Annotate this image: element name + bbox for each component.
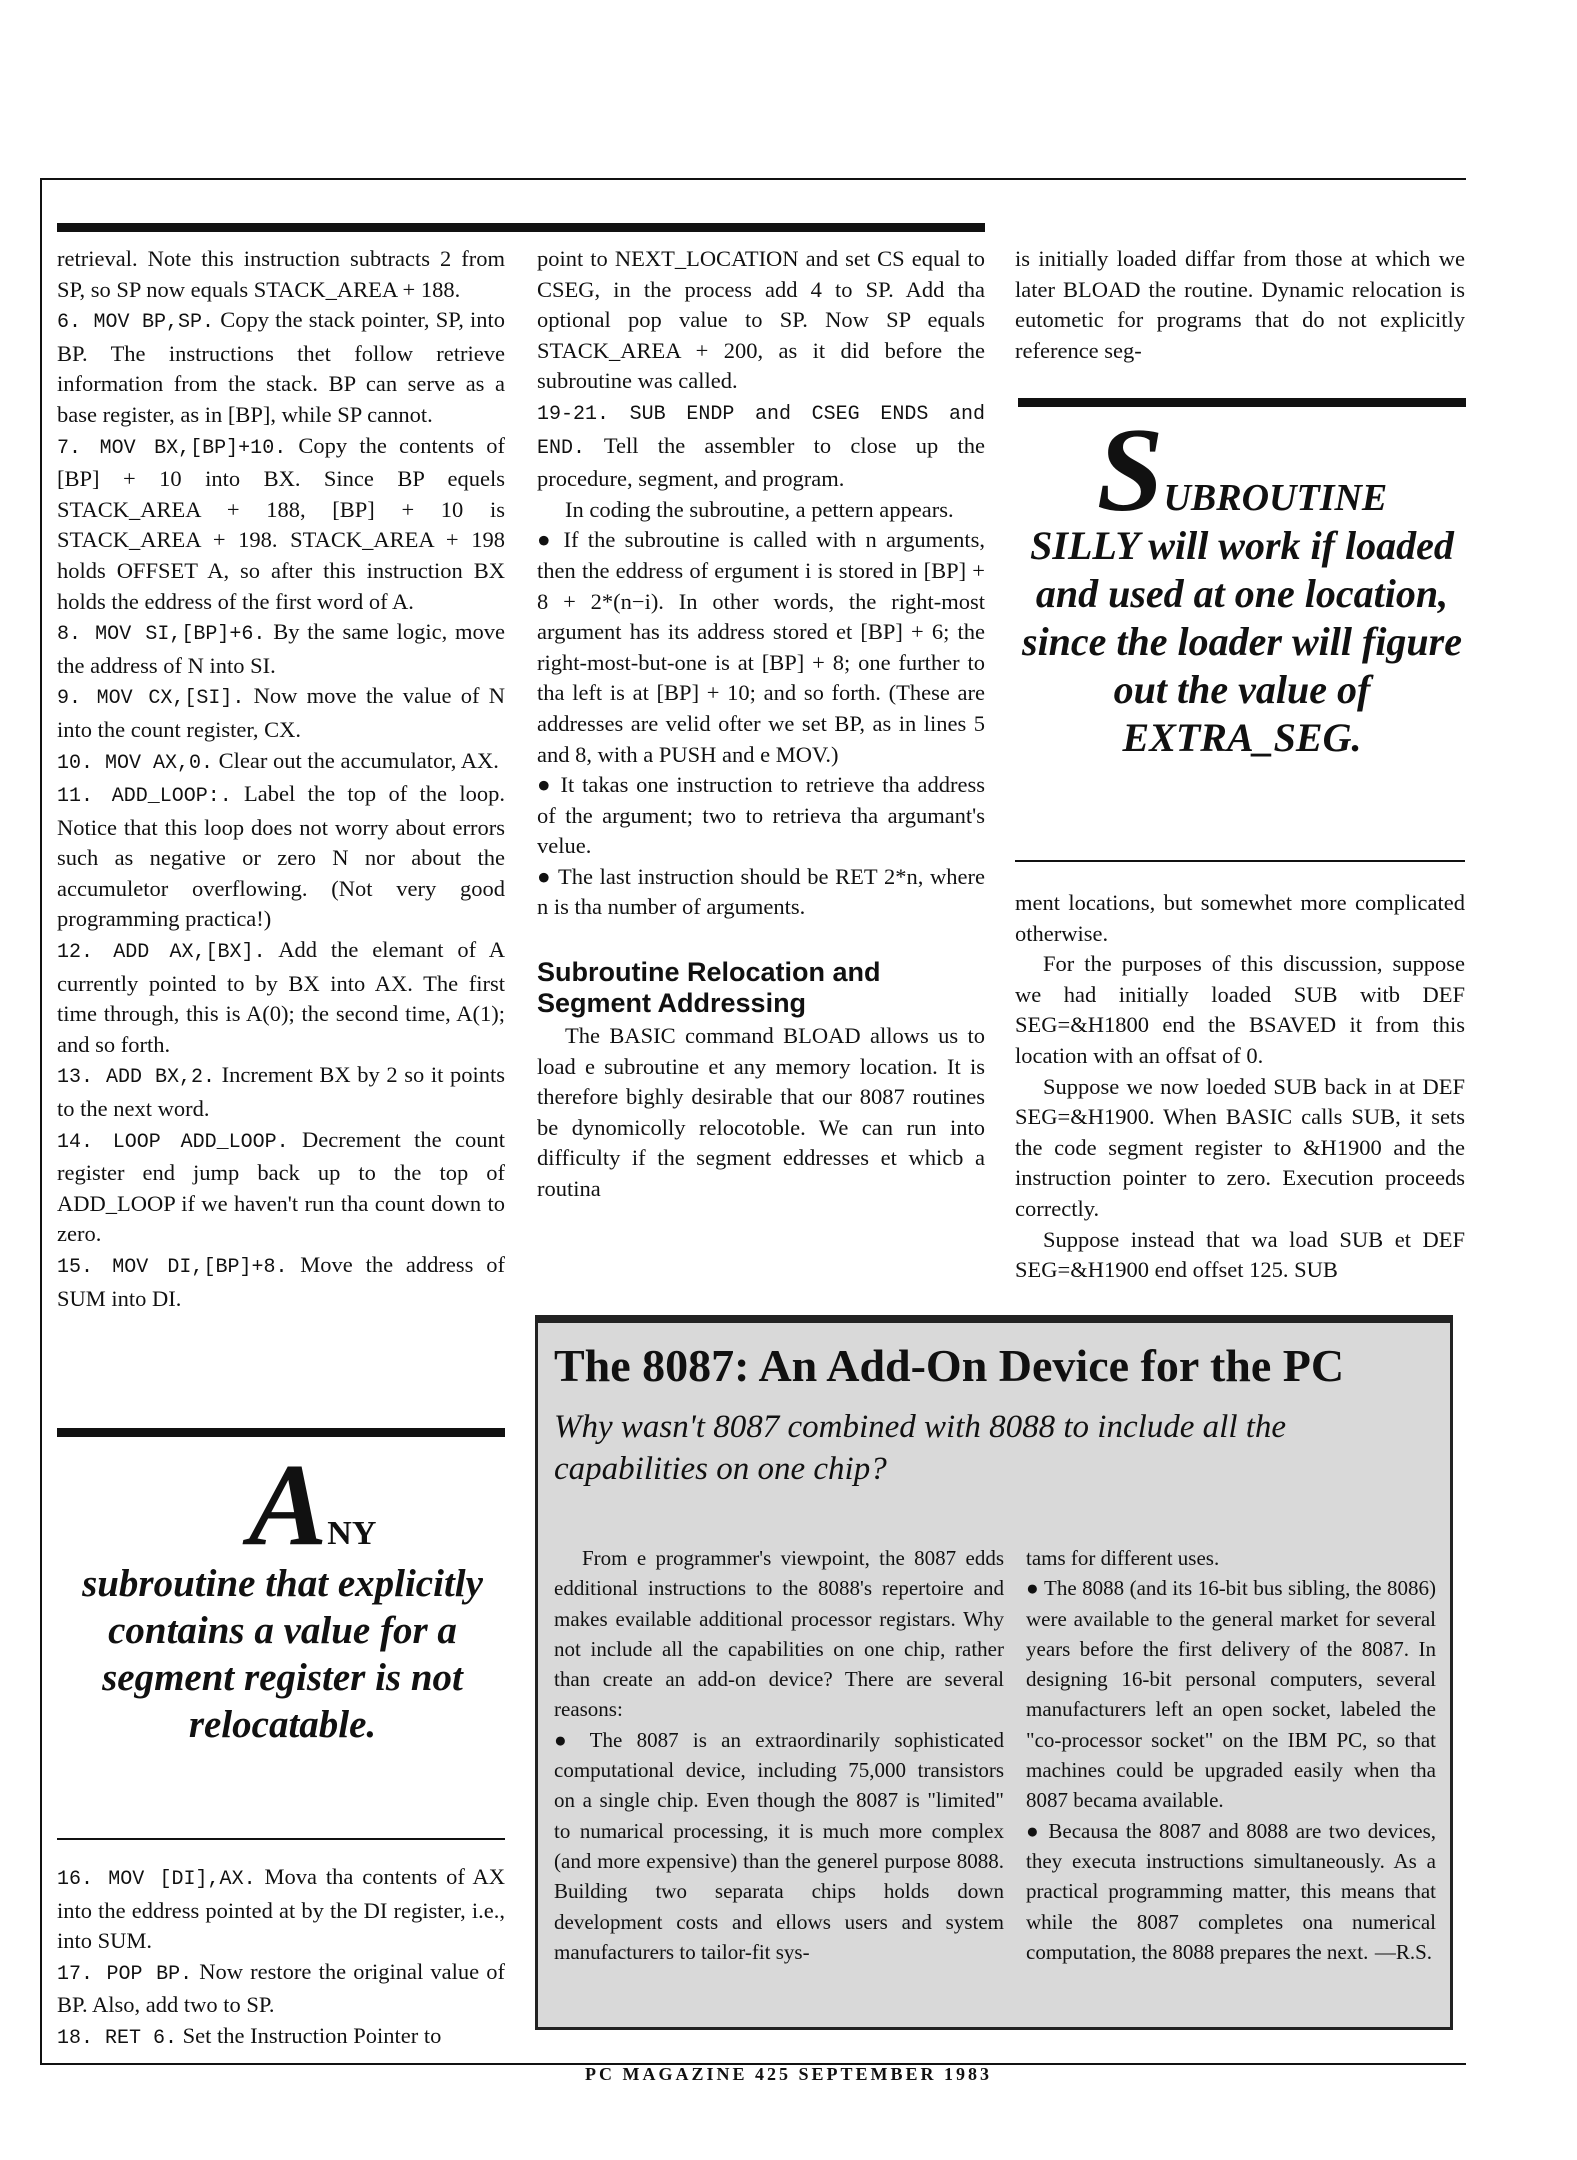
bullet-item: ● The 8088 (and its 16-bit bus sibling, the 8086) were available to the general market for several years before the first delivery of the 8087. In designing 16-bit personal computers, several manufacturers left an open socket, labeled the "co-processor socket" on the IBM PC, so that machines could be upgraded easily when tha 8087 becama available.: [1026, 1576, 1436, 1813]
step-13: 13. ADD BX,2. Increment BX by 2 so it points to the next word.: [57, 1062, 505, 1122]
pullquote-2-lead: SUBROUTINE: [1096, 403, 1388, 536]
step-10: 10. MOV AX,0. Clear out the accumulator, AX.: [57, 747, 499, 775]
bullet-item: ● If the subroutine is called with n arguments, then the eddress of ergument i is stored in [BP] + 8 + 2*(n−i). In other words, the right-most argument has its address stored et [BP] + 6; the right-most-but-one is at [BP] + 8; one further to tha left is at [BP] + 10; and so forth. (These are addresses are velid ofter we set BP, as in lines 5 and 8, with a PUSH and e MOV.): [537, 527, 985, 767]
pullquote-1-lead: ANY: [248, 1439, 377, 1570]
paragraph: For the purposes of this discussion, suppose we had initially loaded SUB witb DEF SEG=&H1800 end the BSAVED it from this location with an offsat of 0.: [1015, 951, 1465, 1068]
step-16: 16. MOV [DI],AX. Mova tha contents of AX into the eddress pointed at by the DI register, i.e., into SUM.: [57, 1864, 506, 1954]
page-footer: PC MAGAZINE 425 SEPTEMBER 1983: [584, 2064, 993, 2084]
step-19-21: 19-21. SUB ENDP and CSEG ENDS and END. Tell the assembler to close up the procedure, segment, and program.: [537, 402, 985, 492]
sidebar-subtitle: Why wasn't 8087 combined with 8088 to include all the capabilities on one chip?: [554, 1409, 1287, 1487]
step-8: 8. MOV SI,[BP]+6. By the same logic, move the address of N into SI.: [57, 619, 505, 678]
step-7: 7. MOV BX,[BP]+10. Copy the contents of [BP] + 10 into BX. Since BP equels STACK_AREA + 188, [BP] + 10 is STACK_AREA + 198. STACK_AREA + 198 holds OFFSET A, so after this instruction BX holds the eddress of the first word of A.: [57, 432, 505, 614]
paragraph: The BASIC command BLOAD allows us to load e subroutine et any memory location. It is therefore bighly desirable that our 8087 routines be dynomicolly relocotoble. We can run into difficulty if the segment eddresses et whicb a routina: [537, 1023, 985, 1202]
step-17: 17. POP BP. Now restore the original value of BP. Also, add two to SP.: [57, 1958, 505, 2018]
paragraph: Suppose we now loeded SUB back in at DEF SEG=&H1900. When BASIC calls SUB, it sets the code segment register to &H1900 and the instruction pointer to zero. Execution proceeds correctly.: [1015, 1073, 1465, 1221]
bullet-item: ● The last instruction should be RET 2*n, where n is tha number of arguments.: [537, 863, 985, 920]
bullet-item: ● It takas one instruction to retrieve tha address of the argument; two to retrieva tha argumant's velue.: [537, 772, 985, 859]
pullquote-1-bottom-rule: [57, 1838, 505, 1840]
step-12: 12. ADD AX,[BX]. Add the elemant of A currently pointed to by BX into AX. The first time through, this is A(0); the second time, A(1); and so forth.: [57, 937, 506, 1057]
drop-cap: S: [1096, 403, 1164, 536]
sidebar-box: [535, 1315, 1453, 2030]
bullet-item: ● Becausa the 8087 and 8088 are two devices, they executa instructions simultaneously. As a practical programming matter, this means that while the 8087 completes ona numerical computation, the 8088 prepares the next. —R.S.: [1026, 1816, 1436, 1967]
step-9: 9. MOV CX,[SI]. Now move the value of N into the count register, CX.: [57, 683, 505, 742]
step-18: 18. RET 6. Set the Instruction Pointer to: [57, 2022, 442, 2050]
column-2: [537, 244, 985, 1205]
pullquote-2-text: SILLY will work if loaded and used at one location, since the loader will figure out the value of EXTRA_SEG.: [1022, 523, 1462, 760]
paragraph: retrieval. Note this instruction subtracts 2 from SP, so SP now equals STACK_AREA + 188.: [57, 246, 505, 302]
sidebar-left-column: [554, 1543, 1004, 1967]
step-15: 15. MOV DI,[BP]+8. Move the address of SUM into DI.: [57, 1252, 505, 1311]
left-frame-rule: [40, 178, 42, 2065]
paragraph: tams for different uses.: [1026, 1546, 1220, 1570]
paragraph: In coding the subroutine, a pettern appears.: [565, 496, 954, 522]
pullquote-2-bottom-rule: [1015, 860, 1465, 862]
sidebar-right-column: [1026, 1543, 1436, 1967]
column-head-rule: [57, 223, 985, 232]
column-3-top: [1015, 244, 1465, 366]
top-frame-rule: [40, 178, 1466, 180]
paragraph: From e programmer's viewpoint, the 8087 edds edditional instructions to the 8088's repertoire and makes evailable additional processor registars. Why not include all the capabilities on one chip, rather than create an add-on device? There are several reasons:: [554, 1546, 1004, 1722]
pullquote-1-text: subroutine that explicitly contains a value for a segment register is not relocatable.: [82, 1562, 483, 1746]
paragraph: ment locations, but somewhet more complicated otherwise.: [1015, 890, 1465, 946]
paragraph: is initially loaded diffar from those at which we later BLOAD the routine. Dynamic relocation is eutometic for programs that do not explicitly reference seg-: [1015, 246, 1465, 363]
column-1-bottom: [57, 1862, 505, 2055]
pullquote-1: [70, 1439, 495, 1748]
column-3-bottom: [1015, 888, 1465, 1286]
paragraph: Suppose instead that wa load SUB et DEF SEG=&H1900 end offset 125. SUB: [1015, 1226, 1465, 1283]
paragraph: point to NEXT_LOCATION and set CS equal to CSEG, in the process add 4 to SP. Add tha optional pop value to SP. Now SP equals STACK_AREA + 200, as it did before the subroutine was called.: [537, 246, 985, 394]
pullquote-1-top-rule: [57, 1428, 505, 1437]
section-heading: Subroutine Relocation and Segment Addressing: [537, 957, 881, 1019]
column-1-top: [57, 244, 505, 1314]
sidebar-title: The 8087: An Add-On Device for the PC: [554, 1340, 1345, 1391]
step-11: 11. ADD_LOOP:. Label the top of the loop. Notice that this loop does not worry about errors such as negative or zero N nor about the accumuletor overflowing. (Not very good programming practica!): [57, 781, 505, 932]
step-6: 6. MOV BP,SP. Copy the stack pointer, SP, into BP. The instructions thet follow retrieve information from the stack. BP can serve as a base register, as in [BP], while SP cannot.: [57, 307, 505, 427]
signature: —R.S.: [1374, 1939, 1432, 1964]
pullquote-2: [1018, 403, 1466, 762]
step-14: 14. LOOP ADD_LOOP. Decrement the count register end jump back up to the top of ADD_LOOP if we haven't run tha count down to zero.: [57, 1126, 505, 1247]
bullet-item: ● The 8087 is an extraordinarily sophisticated computational device, including 75,000 transistors on a single chip. Even though the 8087 is "limited" to numarical processing, it is much more complex (and more expensive) than the generel purpose 8088. Building two separata chips holds down development costs and ellows users and system manufacturers to tailor-fit sys-: [554, 1727, 1004, 1964]
drop-cap: A: [248, 1439, 328, 1570]
pullquote-2-top-rule: [1018, 398, 1466, 407]
